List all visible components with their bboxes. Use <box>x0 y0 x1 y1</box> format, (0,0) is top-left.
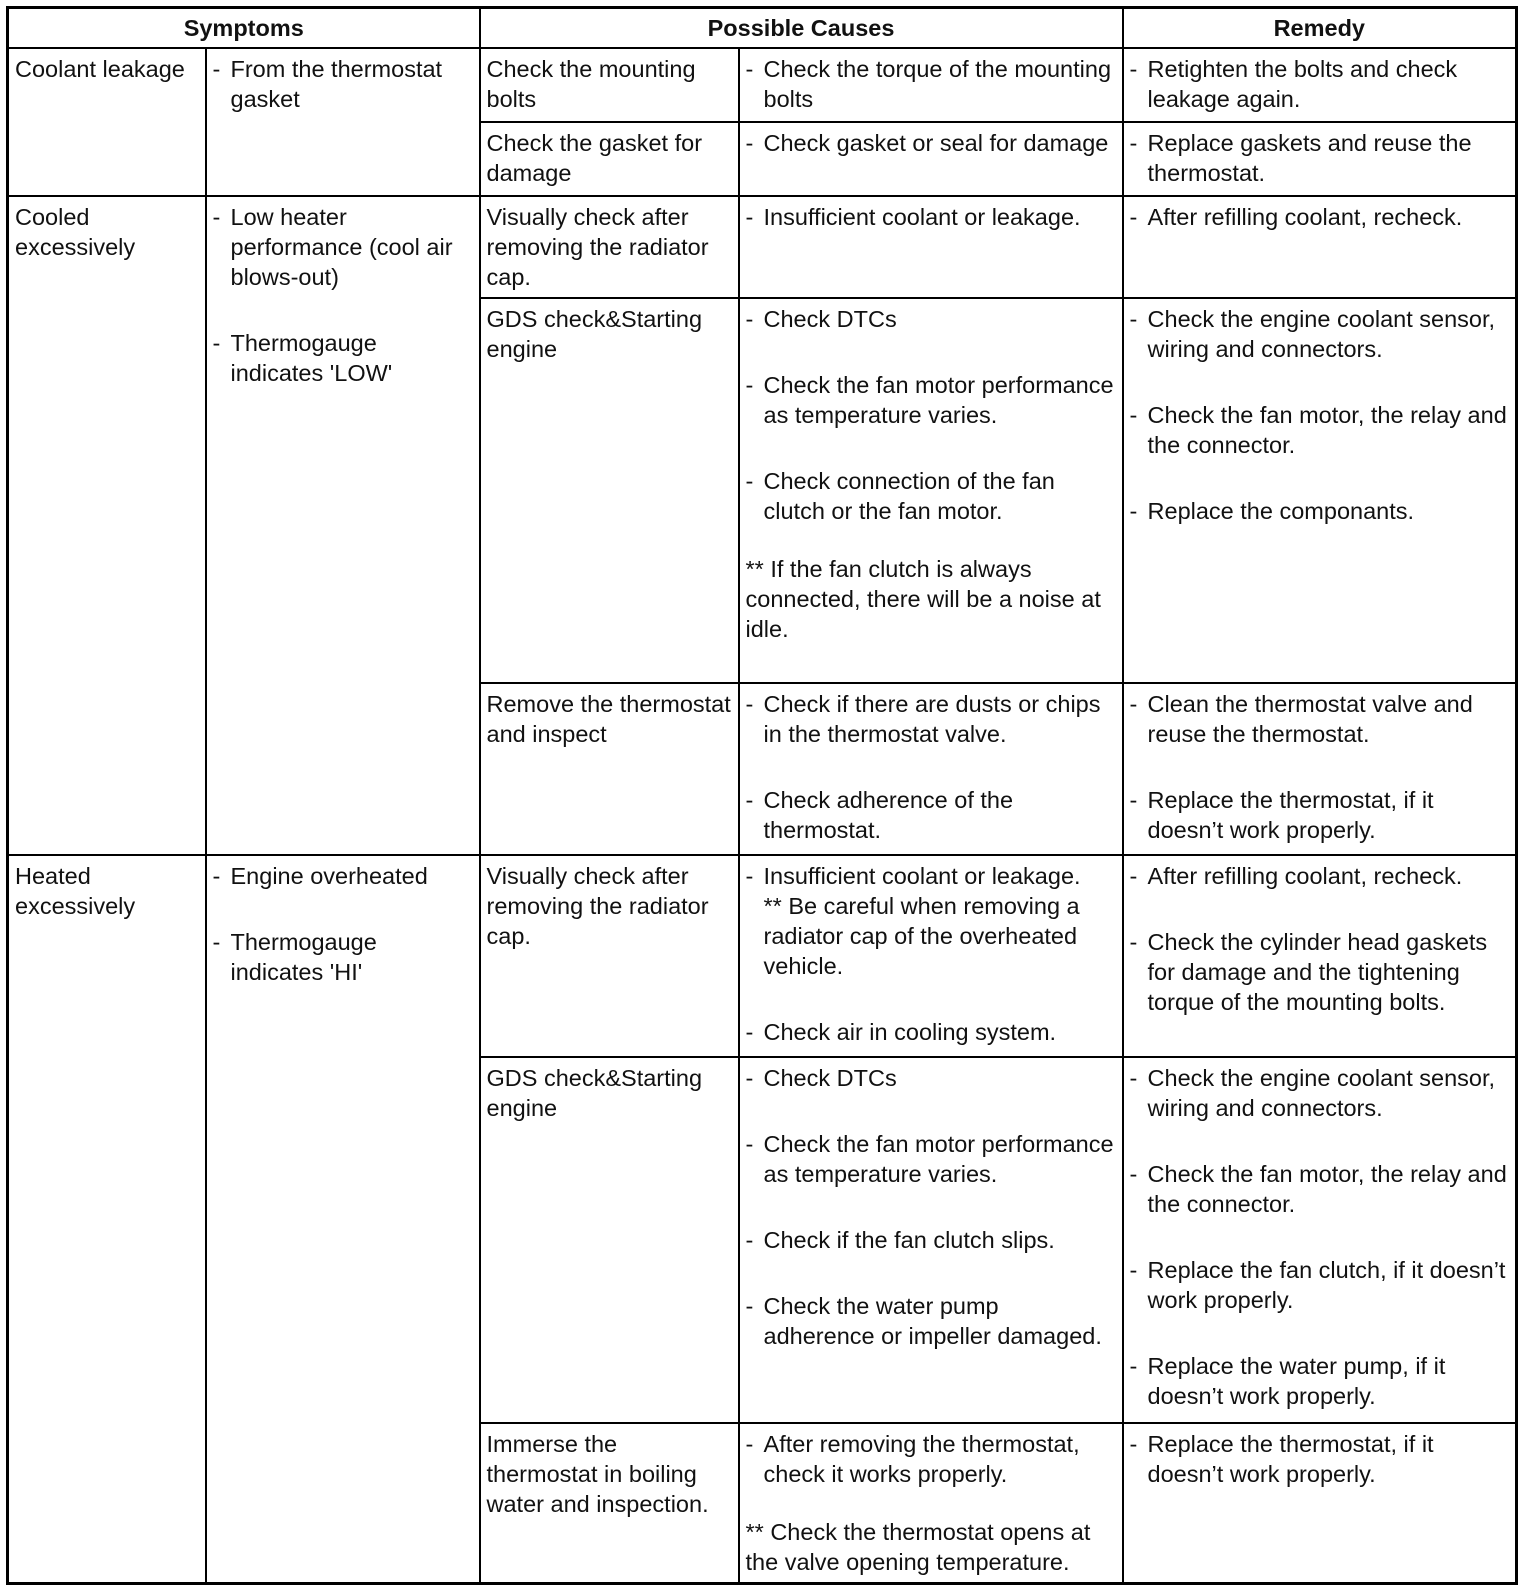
cause-cell: - Check DTCs - Check the fan motor performance as temperature varies. - Check connection of the fan clutch or the fan motor. ** If the fan clutch is always connected, there will be a noise at idle. <box>739 298 1123 683</box>
cause-note: ** Be careful when removing a radiator cap of the overheated vehicle. <box>763 893 1080 979</box>
cause-item: Insufficient coolant or leakage. <box>763 863 1081 889</box>
cause-item: Check the water pump adherence or impeller damaged. <box>763 1293 1102 1349</box>
cause-cell: - After removing the thermostat, check it works properly. ** Check the thermostat opens at the valve opening temperature. <box>739 1423 1123 1583</box>
header-possible-causes: Possible Causes <box>480 8 1123 49</box>
check-cell: Remove the thermostat and inspect <box>480 683 739 855</box>
remedy-item: Replace gaskets and reuse the thermostat. <box>1147 130 1472 186</box>
symptom-cell: Coolant leakage <box>8 48 206 196</box>
cause-note: ** Check the thermostat opens at the valve opening temperature. <box>745 1519 1091 1575</box>
cause-cell: - Check the torque of the mounting bolts <box>739 48 1123 122</box>
cause-cell: - Check if there are dusts or chips in the thermostat valve. - Check adherence of the thermostat. <box>739 683 1123 855</box>
cause-item: Check if there are dusts or chips in the thermostat valve. <box>763 691 1101 747</box>
symptom-cell: Cooled excessively <box>8 196 206 855</box>
cause-item: Check the torque of the mounting bolts <box>763 56 1112 112</box>
symptom-cell: Heated excessively <box>8 855 206 1583</box>
check-cell: GDS check&Starting engine <box>480 1057 739 1423</box>
cause-item: After removing the thermostat, check it works properly. <box>763 1431 1080 1487</box>
symptom-detail-cell: - Engine overheated - Thermogauge indicates 'HI' <box>206 855 480 1583</box>
check-cell: Immerse the thermostat in boiling water and inspection. <box>480 1423 739 1583</box>
cause-note: ** If the fan clutch is always connected, there will be a noise at idle. <box>745 556 1101 642</box>
check-cell: Check the mounting bolts <box>480 48 739 122</box>
table-row <box>8 196 1517 298</box>
symptom-detail: Low heater performance (cool air blows-out) <box>230 204 453 290</box>
cause-item: Check if the fan clutch slips. <box>763 1227 1055 1253</box>
symptom-detail-cell: - Low heater performance (cool air blows-out) - Thermogauge indicates 'LOW' <box>206 196 480 855</box>
cause-item: Check adherence of the thermostat. <box>763 787 1014 843</box>
header-row <box>8 8 1517 49</box>
remedy-item: Check the fan motor, the relay and the connector. <box>1147 402 1507 458</box>
troubleshooting-sheet <box>6 6 1515 1585</box>
remedy-cell: - Replace the thermostat, if it doesn’t work properly. <box>1123 1423 1517 1583</box>
remedy-item: Replace the thermostat, if it doesn’t work properly. <box>1147 787 1434 843</box>
check-cell: GDS check&Starting engine <box>480 298 739 683</box>
check-cell: Visually check after removing the radiator cap. <box>480 855 739 1057</box>
cause-item: Check DTCs <box>763 306 897 332</box>
remedy-item: Replace the thermostat, if it doesn’t work properly. <box>1147 1431 1434 1487</box>
remedy-item: Replace the water pump, if it doesn’t work properly. <box>1147 1353 1446 1409</box>
remedy-item: Retighten the bolts and check leakage again. <box>1147 56 1458 112</box>
remedy-item: Clean the thermostat valve and reuse the thermostat. <box>1147 691 1473 747</box>
cause-item: Check the fan motor performance as temperature varies. <box>763 1131 1114 1187</box>
table-row <box>8 855 1517 1057</box>
remedy-item: Check the cylinder head gaskets for damage and the tightening torque of the mounting bolts. <box>1147 929 1488 1015</box>
symptom-detail-cell: - From the thermostat gasket <box>206 48 480 196</box>
remedy-cell: - Replace gaskets and reuse the thermostat. <box>1123 122 1517 196</box>
table-row <box>8 48 1517 122</box>
cause-item: Check the fan motor performance as temperature varies. <box>763 372 1114 428</box>
remedy-cell: - Clean the thermostat valve and reuse the thermostat. - Replace the thermostat, if it doesn’t work properly. <box>1123 683 1517 855</box>
remedy-cell: - Check the engine coolant sensor, wiring and connectors. - Check the fan motor, the relay and the connector. - Replace the fan clutch, if it doesn’t work properly. - Replace the water pump, if it doesn’t work properly. <box>1123 1057 1517 1423</box>
symptom-detail: Thermogauge indicates 'LOW' <box>230 330 393 386</box>
header-symptoms: Symptoms <box>8 8 480 49</box>
cause-cell: - Check gasket or seal for damage <box>739 122 1123 196</box>
remedy-cell: - Check the engine coolant sensor, wiring and connectors. - Check the fan motor, the relay and the connector. - Replace the componants. <box>1123 298 1517 683</box>
cause-item: Check DTCs <box>763 1065 897 1091</box>
remedy-cell: - Retighten the bolts and check leakage again. <box>1123 48 1517 122</box>
remedy-cell: - After refilling coolant, recheck. - Check the cylinder head gaskets for damage and the tightening torque of the mounting bolts. <box>1123 855 1517 1057</box>
remedy-item: Replace the fan clutch, if it doesn’t work properly. <box>1147 1257 1506 1313</box>
remedy-item: Check the fan motor, the relay and the connector. <box>1147 1161 1507 1217</box>
remedy-item: Check the engine coolant sensor, wiring and connectors. <box>1147 1065 1496 1121</box>
remedy-cell: - After refilling coolant, recheck. <box>1123 196 1517 298</box>
cause-item: Check connection of the fan clutch or the fan motor. <box>763 468 1055 524</box>
header-remedy: Remedy <box>1123 8 1517 49</box>
cause-item: Check air in cooling system. <box>763 1019 1057 1045</box>
symptom-detail: Thermogauge indicates 'HI' <box>230 929 377 985</box>
remedy-item: After refilling coolant, recheck. <box>1147 204 1463 230</box>
cause-item: Insufficient coolant or leakage. <box>763 204 1081 230</box>
cause-cell: - Insufficient coolant or leakage. ** Be careful when removing a radiator cap of the overheated vehicle. - Check air in cooling system. <box>739 855 1123 1057</box>
remedy-item: Replace the componants. <box>1147 498 1415 524</box>
troubleshooting-table <box>6 6 1518 1585</box>
check-cell: Check the gasket for damage <box>480 122 739 196</box>
remedy-item: Check the engine coolant sensor, wiring and connectors. <box>1147 306 1496 362</box>
cause-cell: - Check DTCs - Check the fan motor performance as temperature varies. - Check if the fan clutch slips. - Check the water pump adherence or impeller damaged. <box>739 1057 1123 1423</box>
check-cell: Visually check after removing the radiator cap. <box>480 196 739 298</box>
symptom-detail: From the thermostat gasket <box>230 56 443 112</box>
symptom-detail: Engine overheated <box>230 863 428 889</box>
cause-cell: - Insufficient coolant or leakage. <box>739 196 1123 298</box>
remedy-item: After refilling coolant, recheck. <box>1147 863 1463 889</box>
cause-item: Check gasket or seal for damage <box>763 130 1109 156</box>
